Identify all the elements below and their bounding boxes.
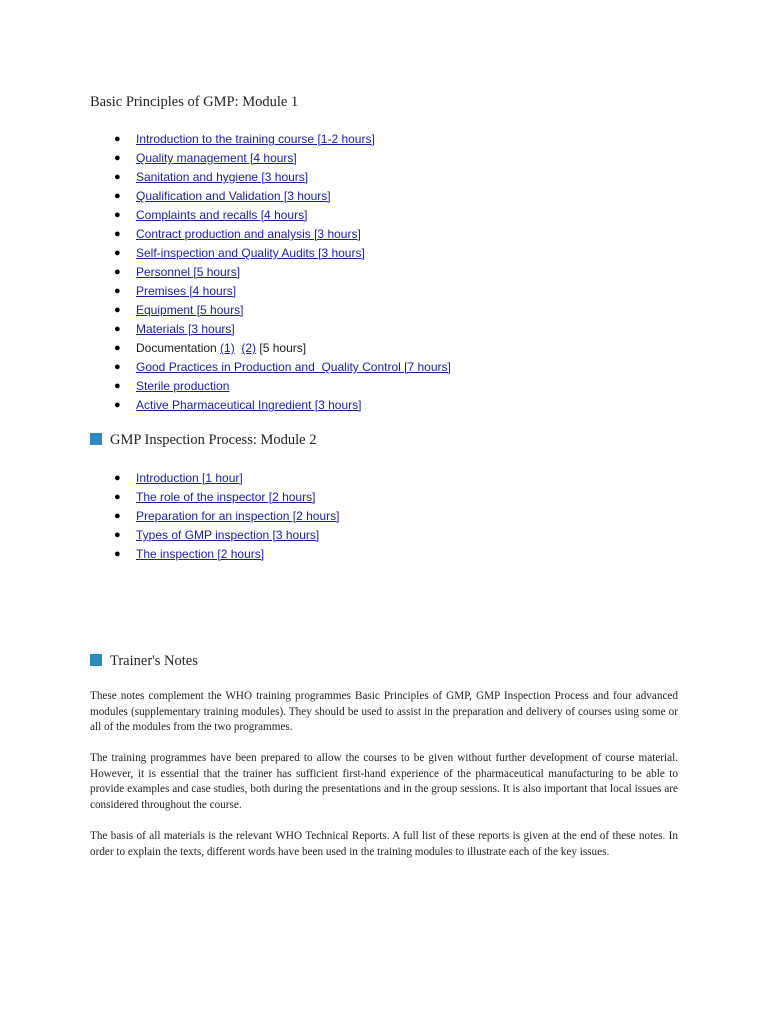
list-item bbox=[112, 488, 339, 507]
bullet-icon: ● bbox=[114, 529, 121, 541]
bullet-icon: ● bbox=[114, 228, 121, 240]
module1-list bbox=[112, 130, 451, 415]
list-item bbox=[112, 244, 451, 263]
list-item bbox=[112, 130, 451, 149]
list-item bbox=[112, 206, 451, 225]
list-item bbox=[112, 263, 451, 282]
module1-link-complaints[interactable]: Complaints and recalls [4 hours] bbox=[136, 208, 308, 222]
bullet-icon: ● bbox=[114, 133, 121, 145]
list-item bbox=[112, 168, 451, 187]
module1-link-self-inspection[interactable]: Self-inspection and Quality Audits [3 hours] bbox=[136, 246, 365, 260]
bullet-icon: ● bbox=[114, 361, 121, 373]
bullet-icon: ● bbox=[114, 548, 121, 560]
notes-paragraph-1: These notes complement the WHO training programmes Basic Principles of GMP, GMP Inspection Process and four advanced modules (supplementary training modules). They should be used to assist in the preparation and delivery of courses using some or all of the modules from the two programmes. bbox=[90, 690, 678, 733]
module2-link-the-inspection[interactable]: The inspection [2 hours] bbox=[136, 547, 265, 561]
module1-link-sanitation[interactable]: Sanitation and hygiene [3 hours] bbox=[136, 170, 309, 184]
documentation-link-1[interactable]: (1) bbox=[220, 341, 235, 355]
module2-link-preparation[interactable]: Preparation for an inspection [2 hours] bbox=[136, 509, 340, 523]
bullet-icon: ● bbox=[114, 247, 121, 259]
list-item bbox=[112, 301, 451, 320]
module1-heading: Basic Principles of GMP: Module 1 bbox=[90, 94, 299, 110]
module2-list bbox=[112, 469, 339, 564]
bullet-icon: ● bbox=[114, 491, 121, 503]
module1-link-api[interactable]: Active Pharmaceutical Ingredient [3 hours] bbox=[136, 398, 362, 412]
list-item bbox=[112, 320, 451, 339]
module2-link-types-of-inspection[interactable]: Types of GMP inspection [3 hours] bbox=[136, 528, 320, 542]
list-item bbox=[112, 377, 451, 396]
module1-link-equipment[interactable]: Equipment [5 hours] bbox=[136, 303, 244, 317]
list-item bbox=[112, 149, 451, 168]
module1-link-premises[interactable]: Premises [4 hours] bbox=[136, 284, 237, 298]
module1-link-qualification[interactable]: Qualification and Validation [3 hours] bbox=[136, 189, 331, 203]
list-item bbox=[112, 225, 451, 244]
documentation-link-2[interactable]: (2) bbox=[241, 341, 257, 355]
notes-heading bbox=[90, 653, 198, 670]
list-item bbox=[112, 282, 451, 301]
list-item bbox=[112, 545, 339, 564]
module1-link-contract-production[interactable]: Contract production and analysis [3 hours] bbox=[136, 227, 361, 241]
module2-link-role-of-inspector[interactable]: The role of the inspector [2 hours] bbox=[136, 490, 316, 504]
bullet-icon: ● bbox=[114, 266, 121, 278]
module1-link-good-practices[interactable]: Good Practices in Production and Quality Control [7 hours] bbox=[136, 360, 451, 374]
bullet-icon: ● bbox=[114, 285, 121, 297]
bullet-icon: ● bbox=[114, 472, 121, 484]
list-item bbox=[112, 358, 451, 377]
bullet-icon: ● bbox=[114, 190, 121, 202]
module1-link-introduction[interactable]: Introduction to the training course [1-2 hours] bbox=[136, 132, 375, 146]
module2-heading bbox=[90, 432, 316, 449]
module2-heading-text: GMP Inspection Process: Module 2 bbox=[110, 432, 317, 448]
bullet-icon: ● bbox=[114, 323, 121, 335]
bullet-icon: ● bbox=[114, 510, 121, 522]
module1-link-personnel[interactable]: Personnel [5 hours] bbox=[136, 265, 241, 279]
blue-square-icon bbox=[90, 654, 102, 666]
notes-heading-text: Trainer's Notes bbox=[110, 653, 198, 669]
bullet-icon: ● bbox=[114, 342, 121, 354]
bullet-icon: ● bbox=[114, 171, 121, 183]
bullet-icon: ● bbox=[114, 304, 121, 316]
list-item bbox=[112, 526, 339, 545]
documentation-label: Documentation bbox=[136, 341, 221, 355]
bullet-icon: ● bbox=[114, 152, 121, 164]
list-item bbox=[112, 507, 339, 526]
list-item bbox=[112, 187, 451, 206]
list-item bbox=[112, 396, 451, 415]
documentation-hours: [5 hours] bbox=[256, 341, 307, 355]
blue-square-icon bbox=[90, 433, 102, 445]
notes-paragraph-2: The training programmes have been prepared to allow the courses to be given without further development of course material. However, it is essential that the trainer has sufficient first-hand experience of the pharmaceutical manufacturing to be able to provide examples and case studies, both during the presentations and in the group sessions. It is also important that local issues are considered throughout the course. bbox=[90, 752, 678, 811]
module2-link-introduction[interactable]: Introduction [1 hour] bbox=[136, 471, 243, 485]
notes-paragraph-3: The basis of all materials is the relevant WHO Technical Reports. A full list of these reports is given at the end of these notes. In order to explain the texts, different words have been used in the training modules to illustrate each of the key issues. bbox=[90, 830, 678, 858]
module1-link-sterile-production[interactable]: Sterile production bbox=[136, 379, 230, 393]
bullet-icon: ● bbox=[114, 399, 121, 411]
module1-link-quality-management[interactable]: Quality management [4 hours] bbox=[136, 151, 297, 165]
bullet-icon: ● bbox=[114, 380, 121, 392]
bullet-icon: ● bbox=[114, 209, 121, 221]
module1-link-materials[interactable]: Materials [3 hours] bbox=[136, 322, 235, 336]
list-item bbox=[112, 469, 339, 488]
list-item bbox=[112, 339, 451, 358]
